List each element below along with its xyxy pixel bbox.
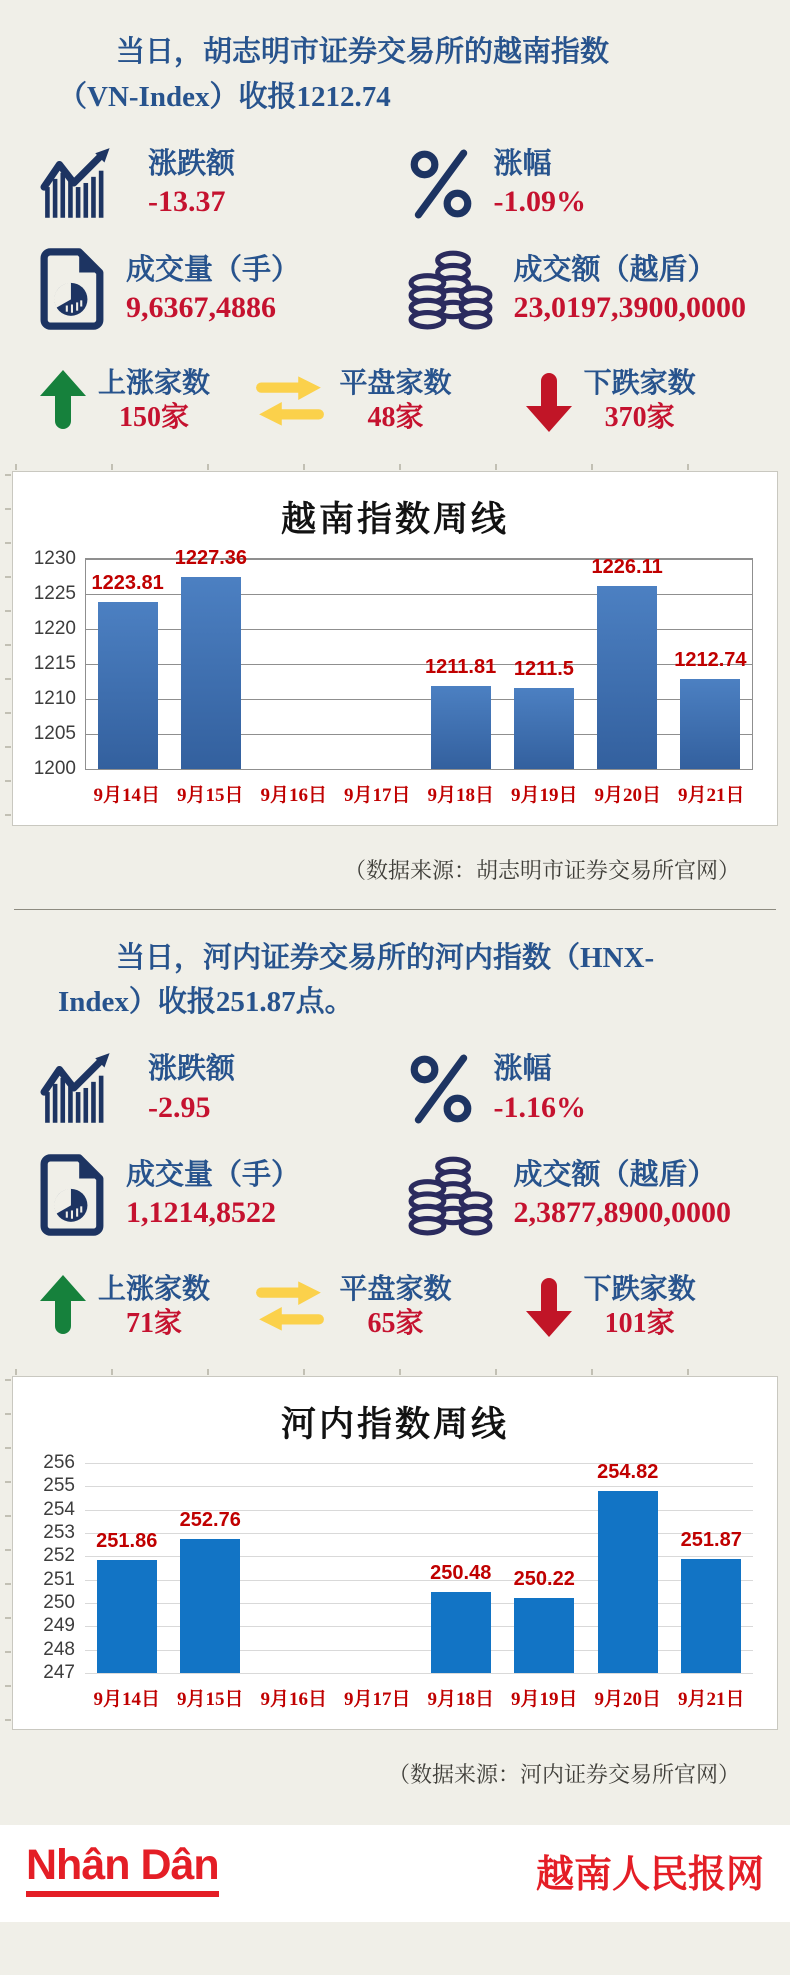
stat-label: 成交量（手） [126, 1159, 301, 1192]
coin-stack-icon [408, 1154, 494, 1236]
up-arrow-icon [40, 1274, 86, 1338]
stat-label: 涨幅 [493, 1053, 552, 1086]
bar-slot [253, 559, 336, 769]
y-axis-tick-label: 248 [43, 1638, 75, 1660]
y-axis-tick-label: 253 [43, 1522, 75, 1544]
chart-plot-area [43, 1452, 753, 1684]
x-axis-label: 9月14日 [93, 784, 160, 806]
bar [181, 577, 241, 769]
bar [97, 1560, 157, 1673]
y-axis-tick-label: 251 [43, 1568, 75, 1590]
stat-label: 涨跌额 [148, 147, 236, 180]
vn-headline [58, 30, 732, 120]
gridline [86, 769, 752, 770]
stat-value: -2.95 [148, 1090, 211, 1124]
bar-slot [252, 1463, 336, 1673]
bar-value-label: 254.82 [597, 1460, 659, 1483]
vn-unchanged [253, 365, 525, 436]
bar-value-label: 1211.81 [425, 655, 497, 678]
stat-value: 101家 [604, 1307, 675, 1339]
hnx-unchanged [253, 1271, 525, 1342]
y-axis-tick-label: 1225 [33, 582, 76, 604]
y-axis-tick-label: 1205 [33, 722, 76, 744]
x-axis-label: 9月20日 [594, 1689, 661, 1711]
y-axis-tick-label: 250 [43, 1592, 75, 1614]
bar-slot [85, 1463, 169, 1673]
vn-stats-row-2 [40, 247, 790, 331]
vn-decliners [526, 365, 760, 436]
y-axis-tick-label: 1215 [33, 652, 76, 674]
bar [514, 1598, 574, 1673]
vn-stat-turnover [408, 247, 790, 331]
hnx-stats-row-2 [40, 1153, 790, 1237]
vn-advancers [40, 365, 253, 436]
stat-label: 下跌家数 [583, 1272, 696, 1304]
hnx-stats-row-1 [40, 1051, 790, 1126]
bar-value-label: 1211.5 [513, 658, 574, 681]
bar [681, 1559, 741, 1673]
swap-arrows-icon [253, 374, 327, 428]
stat-label: 上涨家数 [98, 1272, 211, 1304]
bar-slot [336, 559, 419, 769]
y-axis-tick-label: 1230 [33, 547, 76, 569]
bars-container [85, 1460, 753, 1673]
bar-value-label: 251.87 [680, 1529, 742, 1552]
vn-breadth-row [40, 365, 760, 436]
percent-icon [408, 1053, 474, 1125]
x-axis-label: 9月15日 [176, 784, 244, 806]
x-axis-label: 9月16日 [260, 784, 327, 806]
stat-value: 9,6367,4886 [126, 290, 276, 324]
bar [514, 688, 574, 768]
stat-label: 下跌家数 [583, 367, 696, 399]
bar-value-label: 251.86 [96, 1529, 158, 1552]
hnx-headline [58, 936, 732, 1026]
bar-slot [503, 1463, 587, 1673]
hnx-advancers [40, 1271, 253, 1342]
y-axis-tick-label: 254 [43, 1498, 75, 1520]
bar-value-label: 1223.81 [91, 571, 164, 594]
bar-value-label: 252.76 [179, 1508, 241, 1531]
stat-label: 成交额（越盾） [513, 1159, 717, 1192]
gridline [85, 1673, 753, 1674]
x-axis-label: 9月18日 [427, 784, 494, 806]
x-axis-label: 9月17日 [343, 1689, 411, 1711]
x-axis-label: 9月15日 [176, 1689, 244, 1711]
bar [598, 1491, 658, 1673]
bar-value-label: 250.22 [513, 1567, 575, 1590]
bar [431, 1592, 491, 1673]
bar-value-label: 1227.36 [174, 547, 248, 569]
section-vn-index [0, 30, 790, 885]
bar-slot [336, 1463, 420, 1673]
stat-label: 涨跌额 [148, 1053, 236, 1086]
bar [431, 686, 491, 769]
bar [680, 679, 740, 768]
stat-label: 平盘家数 [339, 367, 452, 399]
bar-slot [586, 555, 669, 769]
x-axis-label: 9月17日 [343, 784, 411, 806]
chart-title: 越南指数周线 [280, 499, 509, 539]
y-axis-tick-label: 256 [43, 1452, 75, 1474]
trend-line-chart-icon [40, 148, 128, 220]
bar-value-label: 250.48 [430, 1561, 492, 1584]
x-axis-label: 9月21日 [677, 1689, 745, 1711]
bar [597, 586, 657, 769]
volume-document-icon [40, 1153, 106, 1237]
y-axis-tick-label: 1210 [33, 687, 76, 709]
vn-stat-percent [408, 146, 790, 221]
vn-stats-row-1 [40, 146, 790, 221]
bar-slot [169, 1463, 253, 1673]
chart-x-axis [85, 1684, 753, 1711]
x-axis-label: 9月16日 [260, 1689, 327, 1711]
footer [0, 1825, 790, 1922]
hnx-index-weekly-chart [12, 1376, 778, 1730]
chart-x-axis [85, 780, 753, 807]
stat-value: 2,3877,8900,0000 [513, 1196, 731, 1230]
vn-headline-line2: （VN-Index）收报1212.74 [58, 80, 391, 113]
section-divider [14, 909, 776, 910]
hnx-stat-change [40, 1051, 408, 1126]
stat-value: 48家 [367, 402, 424, 434]
stat-value: 65家 [367, 1307, 424, 1339]
stat-label: 平盘家数 [339, 1272, 452, 1304]
y-axis-tick-label: 249 [43, 1615, 75, 1637]
bar-slot [669, 559, 752, 769]
y-axis-tick-label: 255 [43, 1475, 75, 1497]
hnx-headline-line1: 当日，河内证券交易所的河内指数（HNX- [116, 941, 655, 974]
bar-slot [86, 559, 169, 769]
x-axis-label: 9月20日 [594, 784, 661, 806]
bar-slot [169, 547, 252, 769]
hnx-headline-line2: Index）收报251.87点。 [58, 986, 354, 1019]
bar-value-label: 1226.11 [591, 555, 663, 578]
nhan-dan-logo: Nhân Dân [26, 1844, 219, 1897]
vn-data-source: （数据来源：胡志明市证券交易所官网） [343, 857, 740, 883]
stat-value: -1.16% [493, 1090, 586, 1124]
hnx-stat-percent [408, 1051, 790, 1126]
x-axis-label: 9月19日 [510, 1689, 578, 1711]
hnx-decliners [526, 1271, 760, 1342]
down-arrow-icon [526, 1274, 572, 1338]
bars-container [86, 547, 752, 769]
stat-label: 成交额（越盾） [513, 253, 717, 286]
down-arrow-icon [526, 369, 572, 433]
hnx-stat-turnover [408, 1153, 790, 1237]
y-axis-tick-label: 247 [43, 1662, 75, 1684]
bar-slot [502, 559, 585, 769]
vn-stat-volume [40, 247, 408, 331]
x-axis-label: 9月19日 [510, 784, 578, 806]
bar [98, 602, 158, 769]
y-axis-tick-label: 252 [43, 1545, 75, 1567]
stat-label: 上涨家数 [98, 367, 211, 399]
chart-plot-area [33, 547, 753, 779]
y-axis-tick-label: 1200 [33, 757, 76, 779]
hnx-breadth-row [40, 1271, 760, 1342]
section-hnx-index [0, 936, 790, 1790]
vn-headline-line1: 当日，胡志明市证券交易所的越南指数 [116, 36, 610, 68]
x-axis-label: 9月14日 [93, 1689, 160, 1711]
swap-arrows-icon [253, 1279, 327, 1333]
coin-stack-icon [408, 248, 494, 330]
stat-value: -13.37 [148, 185, 226, 219]
stat-value: 23,0197,3900,0000 [513, 290, 746, 324]
hnx-stat-volume [40, 1153, 408, 1237]
bar-slot [670, 1463, 754, 1673]
x-axis-label: 9月21日 [677, 784, 745, 806]
hnx-data-source: （数据来源：河内证券交易所官网） [387, 1762, 740, 1788]
stat-label: 涨幅 [493, 147, 552, 180]
stat-value: 370家 [604, 402, 675, 434]
bar-slot [419, 559, 502, 769]
stat-value: 1,1214,8522 [126, 1196, 276, 1230]
site-name: 越南人民报网 [535, 1854, 764, 1897]
x-axis-label: 9月18日 [427, 1689, 494, 1711]
up-arrow-icon [40, 369, 86, 433]
vn-index-weekly-chart [12, 471, 778, 826]
stat-label: 成交量（手） [126, 253, 301, 286]
y-axis-tick-label: 1220 [33, 617, 76, 639]
percent-icon [408, 148, 474, 220]
stat-value: 71家 [126, 1307, 183, 1339]
stat-value: 150家 [119, 402, 190, 434]
volume-document-icon [40, 247, 106, 331]
bar-value-label: 1212.74 [674, 649, 747, 672]
trend-line-chart-icon [40, 1053, 128, 1125]
stat-value: -1.09% [493, 185, 586, 219]
bar-slot [586, 1460, 670, 1673]
vn-stat-change [40, 146, 408, 221]
chart-title: 河内指数周线 [280, 1405, 509, 1445]
bar [180, 1539, 240, 1673]
bar-slot [419, 1463, 503, 1673]
